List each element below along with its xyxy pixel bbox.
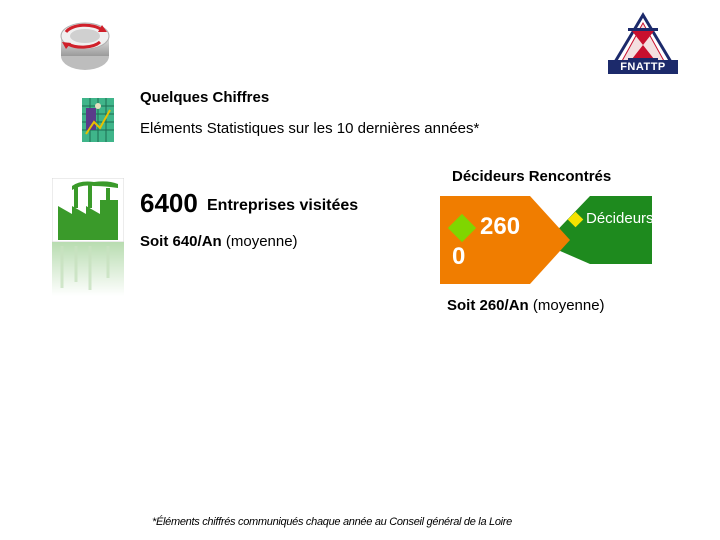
companies-rate-value: Soit 640/An [140,233,222,250]
companies-label: Entreprises visitées [207,197,359,214]
ring-logo-icon [52,10,118,76]
decision-makers-value-text: 2600 [452,213,521,270]
decision-makers-rate [447,297,605,314]
decision-makers-title: Décideurs Rencontrés [452,168,612,185]
diamond-bullet-icon [448,214,476,242]
decision-rate-note: (moyenne) [532,297,605,314]
decision-makers-value [452,212,522,272]
companies-rate [140,233,298,250]
page-title: Quelques Chiffres [140,89,270,106]
decision-rate-value: Soit 260/An [447,297,529,314]
companies-count: 6400 [140,188,198,218]
fnattp-brand-label: FNATTP [608,60,678,74]
diamond-bullet-icon [568,211,584,227]
decision-makers-label-text: Décideurs [586,210,654,227]
factory-icon [52,178,124,296]
page-subtitle: Eléments Statistiques sur les 10 dernières années* [140,120,480,137]
footnote: *Éléments chiffrés communiqués chaque année au Conseil général de la Loire [152,516,512,528]
chart-icon [82,98,114,142]
companies-rate-note: (moyenne) [225,233,298,250]
decision-makers-label [570,210,654,228]
